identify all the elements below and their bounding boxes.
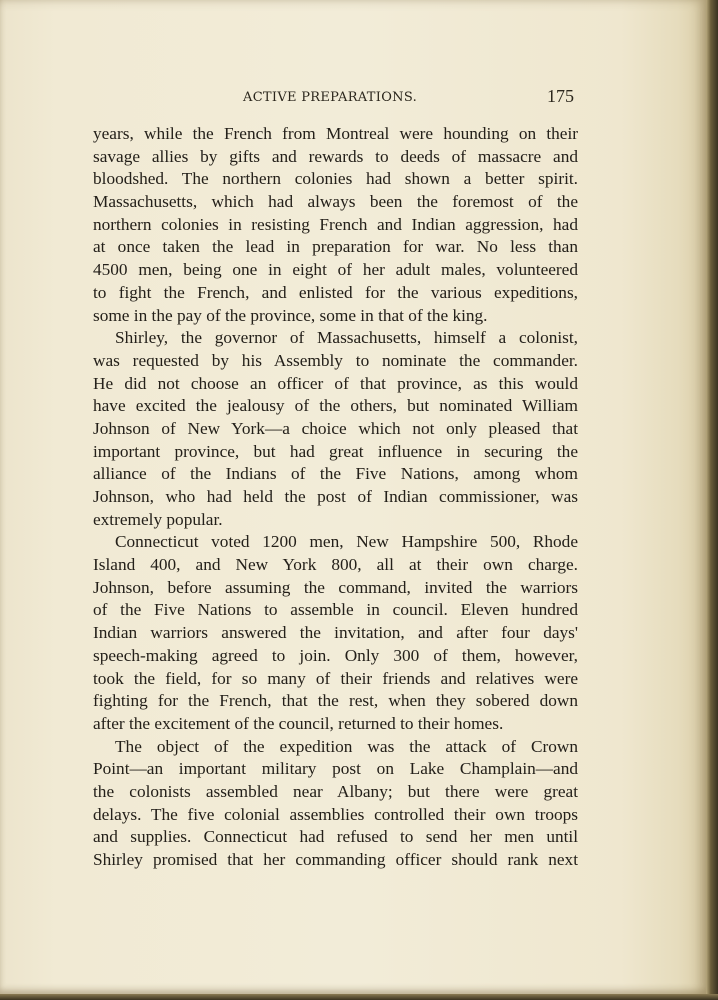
text-line: Johnson, before assuming the command, invited the warriors <box>93 577 578 597</box>
text-line: delays. The five colonial assemblies controlled their own troops <box>93 804 578 824</box>
paragraph-start-line: Shirley, the governor of Massachusetts, himself a colonist, <box>115 328 578 348</box>
text-line: Johnson of New York—a choice which not only pleased that <box>93 418 578 438</box>
text-line: alliance of the Indians of the Five Nations, among whom <box>93 464 578 484</box>
paragraph-start-line: Connecticut voted 1200 men, New Hampshire 500, Rhode <box>115 532 578 552</box>
text-line: after the excitement of the council, returned to their homes. <box>93 713 504 733</box>
running-head: ACTIVE PREPARATIONS. <box>243 90 417 105</box>
text-line: speech-making agreed to join. Only 300 of them, however, <box>93 645 578 665</box>
text-line: Point—an important military post on Lake Champlain—and <box>93 759 578 779</box>
text-line: took the field, for so many of their friends and relatives were <box>93 668 578 688</box>
text-line: some in the pay of the province, some in that of the king. <box>93 305 488 325</box>
text-line: bloodshed. The northern colonies had shown a better spirit. <box>93 169 578 189</box>
text-line: of the Five Nations to assemble in council. Eleven hundred <box>93 600 578 620</box>
page-edge-shadow <box>706 0 718 1000</box>
page-number: 175 <box>547 86 574 106</box>
text-line: savage allies by gifts and rewards to deeds of massacre and <box>93 146 578 166</box>
text-line: extremely popular. <box>93 509 223 529</box>
text-line: northern colonies in resisting French and Indian aggression, had <box>93 214 578 234</box>
text-line: fighting for the French, that the rest, when they sobered down <box>93 691 578 711</box>
text-line: have excited the jealousy of the others, but nominated William <box>93 396 578 416</box>
text-line: Indian warriors answered the invitation, and after four days' <box>93 623 578 643</box>
text-line: He did not choose an officer of that province, as this would <box>93 373 578 393</box>
text-line: years, while the French from Montreal were hounding on their <box>93 124 578 143</box>
text-line: Shirley promised that her commanding officer should rank next <box>93 850 578 869</box>
text-line: at once taken the lead in preparation for war. No less than <box>93 237 578 257</box>
text-line: the colonists assembled near Albany; but there were great <box>93 781 578 801</box>
text-line: and supplies. Connecticut had refused to send her men until <box>93 827 578 847</box>
text-line: to fight the French, and enlisted for the various expeditions, <box>93 282 578 302</box>
page-bottom-edge <box>0 994 718 1000</box>
text-line: 4500 men, being one in eight of her adult males, volunteered <box>93 260 578 280</box>
text-line: Massachusetts, which had always been the foremost of the <box>93 192 578 212</box>
text-line: Island 400, and New York 800, all at their own charge. <box>93 555 578 575</box>
text-line: Johnson, who had held the post of Indian commissioner, was <box>93 487 578 506</box>
text-line: was requested by his Assembly to nominate the commander. <box>93 350 578 370</box>
text-line: important province, but had great influence in securing the <box>93 441 578 461</box>
paragraph-start-line: The object of the expedition was the attack of Crown <box>115 736 578 756</box>
body-text <box>93 123 578 872</box>
